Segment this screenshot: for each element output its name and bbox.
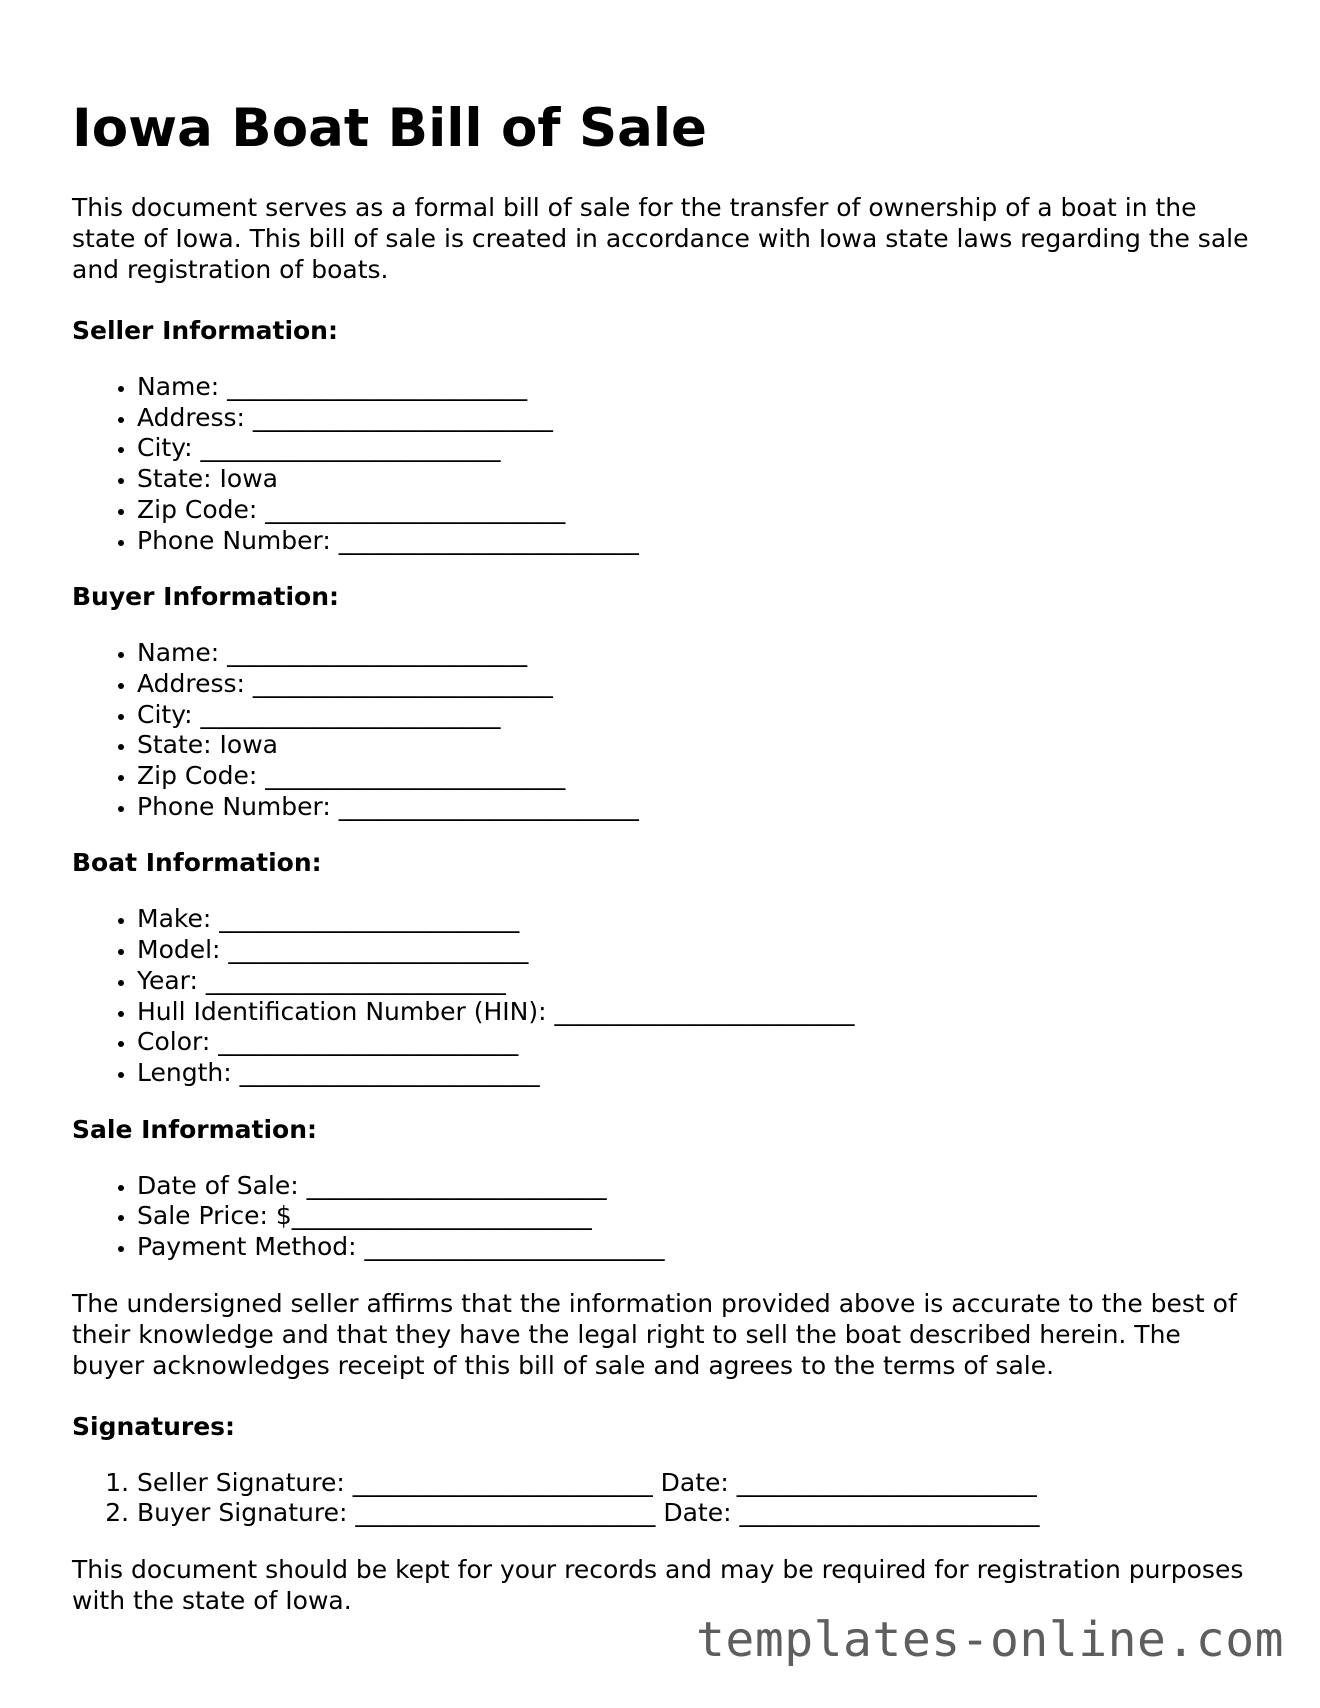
seller-list xyxy=(72,372,1252,556)
intro-paragraph: This document serves as a formal bill of sale for the transfer of ownership of a boat in the state of Iowa. This bill of sale is created in accordance with Iowa state laws regarding the sale and registration of boats. xyxy=(72,193,1249,284)
sale-date-field: • Date of Sale: ________________________ xyxy=(137,1171,1252,1202)
buyer-heading: Buyer Information: xyxy=(72,582,340,612)
boat-model-field: • Model: ________________________ xyxy=(137,935,1252,966)
seller-city-field: • City: ________________________ xyxy=(137,433,1252,464)
signatures-heading: Signatures: xyxy=(72,1411,236,1441)
watermark: templates-online.com xyxy=(696,1612,1284,1668)
page-title: Iowa Boat Bill of Sale xyxy=(72,98,707,159)
sale-price-field: • Sale Price: $________________________ xyxy=(137,1201,1252,1232)
buyer-zip-field: • Zip Code: ________________________ xyxy=(137,761,1252,792)
boat-make-field: • Make: ________________________ xyxy=(137,904,1252,935)
document-page xyxy=(72,80,1252,1646)
seller-state-field: • State: Iowa xyxy=(137,464,1252,495)
seller-address-field: • Address: ________________________ xyxy=(137,403,1252,434)
signatures-list xyxy=(72,1468,1252,1529)
buyer-city-field: • City: ________________________ xyxy=(137,700,1252,731)
boat-length-field: • Length: ________________________ xyxy=(137,1058,1252,1089)
buyer-signature-line: 2. Buyer Signature: ________________________ Date: ________________________ xyxy=(137,1498,1252,1529)
boat-hin-field: • Hull Identification Number (HIN): ________________________ xyxy=(137,997,1252,1028)
buyer-list xyxy=(72,638,1252,822)
sale-list xyxy=(72,1171,1252,1263)
boat-list xyxy=(72,904,1252,1088)
buyer-state-field: • State: Iowa xyxy=(137,730,1252,761)
seller-zip-field: • Zip Code: ________________________ xyxy=(137,495,1252,526)
payment-method-field: • Payment Method: ________________________ xyxy=(137,1232,1252,1263)
boat-year-field: • Year: ________________________ xyxy=(137,966,1252,997)
closing-paragraph: This document should be kept for your records and may be required for registration purposes with the state of Iowa. xyxy=(72,1555,1244,1616)
boat-color-field: • Color: ________________________ xyxy=(137,1027,1252,1058)
seller-signature-line: 1. Seller Signature: ________________________ Date: ________________________ xyxy=(137,1468,1252,1499)
affirmation-paragraph: The undersigned seller affirms that the information provided above is accurate to the best of their knowledge and that they have the legal right to sell the boat described herein. The buyer acknowledges receipt of this bill of sale and agrees to the terms of sale. xyxy=(72,1288,1237,1380)
buyer-address-field: • Address: ________________________ xyxy=(137,669,1252,700)
buyer-name-field: • Name: ________________________ xyxy=(137,638,1252,669)
seller-heading: Seller Information: xyxy=(72,316,338,345)
boat-heading: Boat Information: xyxy=(72,848,322,878)
seller-name-field: • Name: ________________________ xyxy=(137,372,1252,403)
buyer-phone-field: • Phone Number: ________________________ xyxy=(137,792,1252,823)
sale-heading: Sale Information: xyxy=(72,1114,317,1144)
seller-phone-field: • Phone Number: ________________________ xyxy=(137,526,1252,557)
